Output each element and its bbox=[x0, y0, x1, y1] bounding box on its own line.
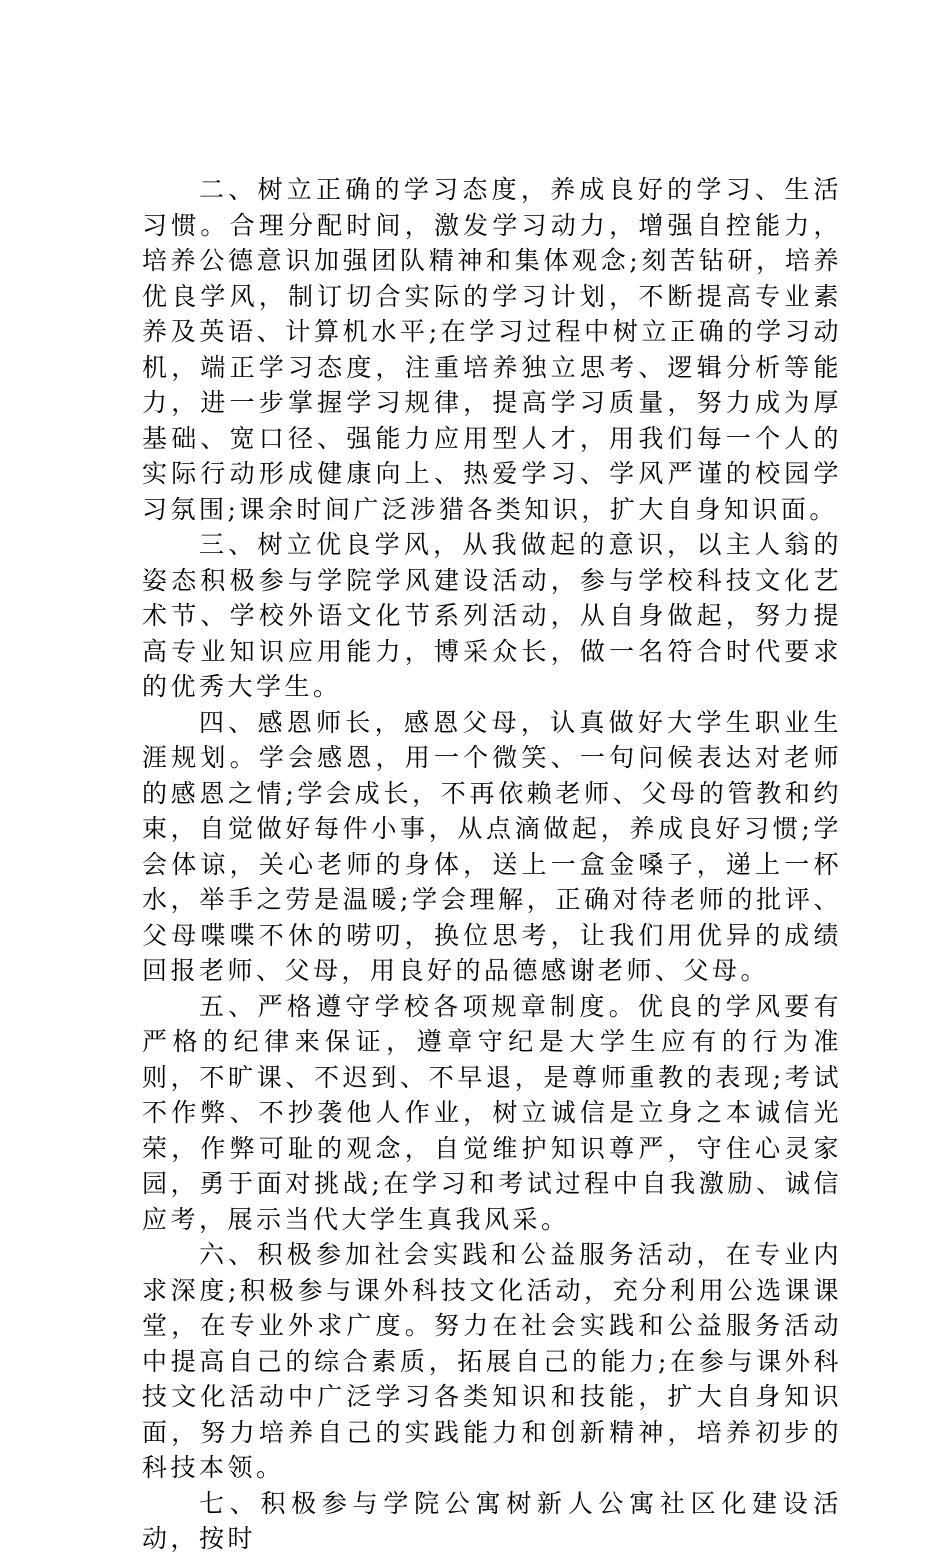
document-body bbox=[142, 172, 842, 1557]
paragraph-3: 三、树立优良学风，从我做起的意识，以主人翁的姿态积极参与学院学风建设活动，参与学校科技文化艺术节、学校外语文化节系列活动，从自身做起，努力提高专业知识应用能力，博采众长，做一名符合时代要求的优秀大学生。 bbox=[142, 530, 842, 701]
paragraph-4: 四、感恩师长，感恩父母，认真做好大学生职业生涯规划。学会感恩，用一个微笑、一句问候表达对老师的感恩之情;学会成长，不再依赖老师、父母的管教和约束，自觉做好每件小事，从点滴做起，养成良好习惯;学会体谅，关心老师的身体，送上一盒金嗓子，递上一杯水，举手之劳是温暖;学会理解，正确对待老师的批评、父母喋喋不休的唠叨，换位思考，让我们用优异的成绩回报老师、父母，用良好的品德感谢老师、父母。 bbox=[142, 707, 842, 985]
paragraph-2: 二、树立正确的学习态度，养成良好的学习、生活习惯。合理分配时间，激发学习动力，增强自控能力，培养公德意识加强团队精神和集体观念;刻苦钻研，培养优良学风，制订切合实际的学习计划，不断提高专业素养及英语、计算机水平;在学习过程中树立正确的学习动机，端正学习态度，注重培养独立思考、逻辑分析等能力，进一步掌握学习规律，提高学习质量，努力成为厚基础、宽口径、强能力应用型人才，用我们每一个人的实际行动形成健康向上、热爱学习、学风严谨的校园学习氛围;课余时间广泛涉猎各类知识，扩大自身知识面。 bbox=[142, 175, 842, 524]
paragraph-7: 七、积极参与学院公寓树新人公寓社区化建设活动，按时 bbox=[142, 1488, 842, 1553]
paragraph-6: 六、积极参加社会实践和公益服务活动，在专业内求深度;积极参与课外科技文化活动，充分利用公选课课堂，在专业外求广度。努力在社会实践和公益服务活动中提高自己的综合素质，拓展自己的能力;在参与课外科技文化活动中广泛学习各类知识和技能，扩大自身知识面，努力培养自己的实践能力和创新精神，培养初步的科技本领。 bbox=[142, 1240, 842, 1482]
paragraph-5: 五、严格遵守学校各项规章制度。优良的学风要有严格的纪律来保证，遵章守纪是大学生应有的行为准则，不旷课、不迟到、不早退，是尊师重教的表现;考试不作弊、不抄袭他人作业，树立诚信是立身之本诚信光荣，作弊可耻的观念，自觉维护知识尊严，守住心灵家园，勇于面对挑战;在学习和考试过程中自我激励、诚信应考，展示当代大学生真我风采。 bbox=[142, 991, 842, 1234]
